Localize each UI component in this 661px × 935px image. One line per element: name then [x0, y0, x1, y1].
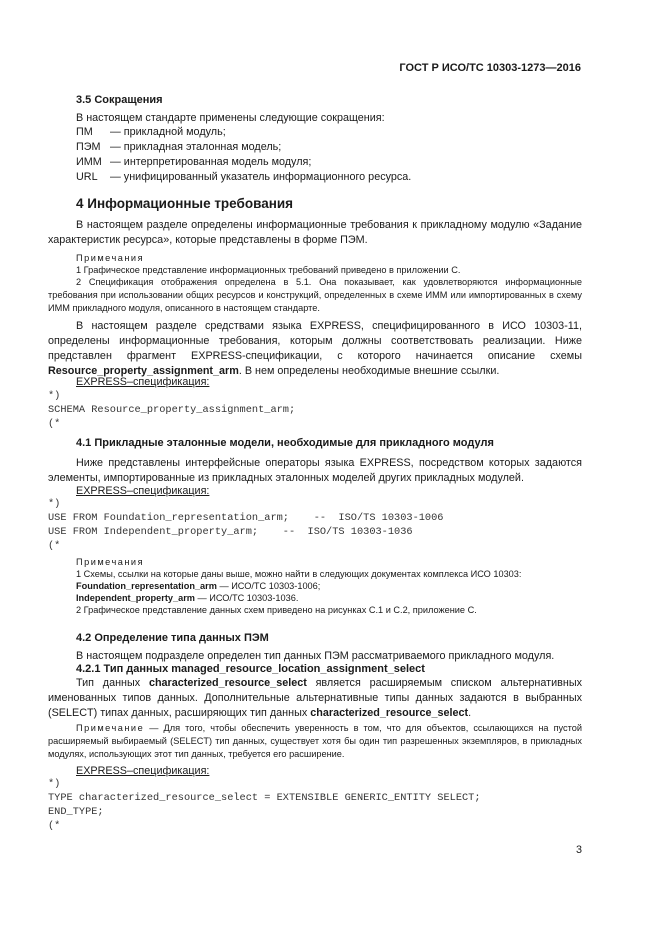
- abbr-term: ИММ: [76, 156, 102, 168]
- code-block-1: [48, 389, 295, 431]
- code-block-3: [48, 777, 481, 833]
- abbr-item: [76, 155, 476, 170]
- section-4-2-1-para: [48, 676, 582, 721]
- section-4-2-para: В настоящем подразделе определен тип данных ПЭМ рассматриваемого прикладного модуля.: [76, 650, 555, 662]
- section-4-1-title: 4.1 Прикладные эталонные модели, необходимые для прикладного модуля: [76, 437, 494, 449]
- code-line: USE FROM Independent_property_arm; -- ISO/TS 10303-1036: [48, 526, 413, 538]
- section-3-5-title: 3.5 Сокращения: [76, 94, 163, 106]
- para-text: является расширяемым списком альтернативных именованных типов данных. Дополнительные альтернативные типы данных задаются в выбранных (SELECT) типах данных, расширяющих тип данных: [48, 677, 582, 719]
- code-line: (*: [48, 418, 61, 430]
- type-name: characterized_resource_select: [310, 707, 469, 719]
- code-line: (*: [48, 820, 61, 832]
- express-label: EXPRESS–спецификация:: [76, 376, 210, 388]
- schema-name: Foundation_representation_arm: [76, 581, 217, 591]
- code-line: (*: [48, 540, 61, 552]
- abbr-item: [76, 170, 476, 185]
- code-line: TYPE characterized_resource_select = EXTENSIBLE GENERIC_ENTITY SELECT;: [48, 792, 481, 804]
- ref-text: — ИСО/ТС 10303-1036.: [194, 593, 299, 603]
- note-1: 1 Графическое представление информационных требований приведено в приложении С.: [76, 265, 461, 275]
- note-2: 2 Спецификация отображения определена в 5.1. Она показывает, как удовлетворяются информационные требования при использовании общих ресурсов и конструкций, определенных в схеме ИММ или импортированных в схему ИММ прикладного модуля, описанного в настоящем стандарте.: [48, 277, 582, 313]
- express-label: EXPRESS–спецификация:: [76, 765, 210, 777]
- note-1: 1 Схемы, ссылки на которые даны выше, можно найти в следующих документах комплекса ИСО 10303:: [76, 569, 522, 579]
- note: [48, 722, 582, 761]
- code-line: END_TYPE;: [48, 806, 104, 818]
- code-line: *): [48, 778, 61, 790]
- section-4-title: 4 Информационные требования: [76, 196, 294, 211]
- type-name: characterized_resource_select: [148, 677, 307, 689]
- abbr-def: — прикладной модуль;: [110, 126, 226, 138]
- abbr-def: — прикладная эталонная модель;: [110, 141, 282, 153]
- abbr-term: ПЭМ: [76, 141, 101, 153]
- schema-name: Resource_property_assignment_arm: [48, 365, 239, 377]
- para-text: В настоящем разделе средствами языка EXPRESS, специфицированного в ИСО 10303-11, определены информационные требования, которым должны соответствовать реализации. Ниже представлен фрагмент EXPRESS-спецификации, с которого начинается описание схемы: [48, 320, 582, 362]
- document-header: ГОСТ Р ИСО/ТС 10303-1273—2016: [399, 62, 581, 74]
- express-label: EXPRESS–спецификация:: [76, 485, 210, 497]
- code-line: SCHEMA Resource_property_assignment_arm;: [48, 404, 296, 416]
- code-line: *): [48, 390, 61, 402]
- abbr-list: [76, 125, 476, 185]
- code-line: *): [48, 498, 61, 510]
- abbr-term: URL: [76, 171, 98, 183]
- ref-text: — ИСО/ТС 10303-1006;: [216, 581, 321, 591]
- abbr-def: — унифицированный указатель информационного ресурса.: [110, 171, 412, 183]
- section-4-2-title: 4.2 Определение типа данных ПЭМ: [76, 632, 269, 644]
- section-4-1-para: Ниже представлены интерфейсные операторы языка EXPRESS, посредством которых задаются элементы, импортированные из прикладных эталонных моделей других прикладных модулей.: [48, 457, 582, 484]
- para-text: Тип данных: [76, 677, 149, 689]
- abbr-item: [76, 125, 476, 140]
- notes-label: Примечания: [76, 557, 145, 567]
- abbr-item: [76, 140, 476, 155]
- para-text: .: [468, 707, 472, 719]
- note-label: Примечание: [76, 723, 145, 733]
- abbr-term: ПМ: [76, 126, 93, 138]
- para-text: . В нем определены необходимые внешние ссылки.: [238, 365, 500, 377]
- page-number: 3: [576, 844, 583, 856]
- code-block-2: [48, 497, 443, 553]
- section-4-para-2: [48, 319, 582, 379]
- note-2: 2 Графическое представление данных схем приведено на рисунках С.1 и С.2, приложение С.: [76, 605, 477, 615]
- section-4-para-1: В настоящем разделе определены информационные требования к прикладному модулю «Задание характеристик ресурса», которые представлены в форме ПЭМ.: [48, 219, 582, 246]
- code-line: USE FROM Foundation_representation_arm; -- ISO/TS 10303-1006: [48, 512, 444, 524]
- notes-label: Примечания: [76, 253, 145, 263]
- abbr-def: — интерпретированная модель модуля;: [110, 156, 312, 168]
- section-4-2-1-title: 4.2.1 Тип данных managed_resource_location_assignment_select: [76, 663, 425, 675]
- schema-name: Independent_property_arm: [76, 593, 195, 603]
- abbr-intro: В настоящем стандарте применены следующие сокращения:: [76, 112, 385, 124]
- note-text: — Для того, чтобы обеспечить уверенность в том, что для объектов, ссылающихся на пустой расширяемый выбираемый (SELECT) тип данных, существует хотя бы один тип разрешенных экземпляров, в прикладных модулях, использующих этот тип данных, требуется его расширение.: [48, 723, 582, 759]
